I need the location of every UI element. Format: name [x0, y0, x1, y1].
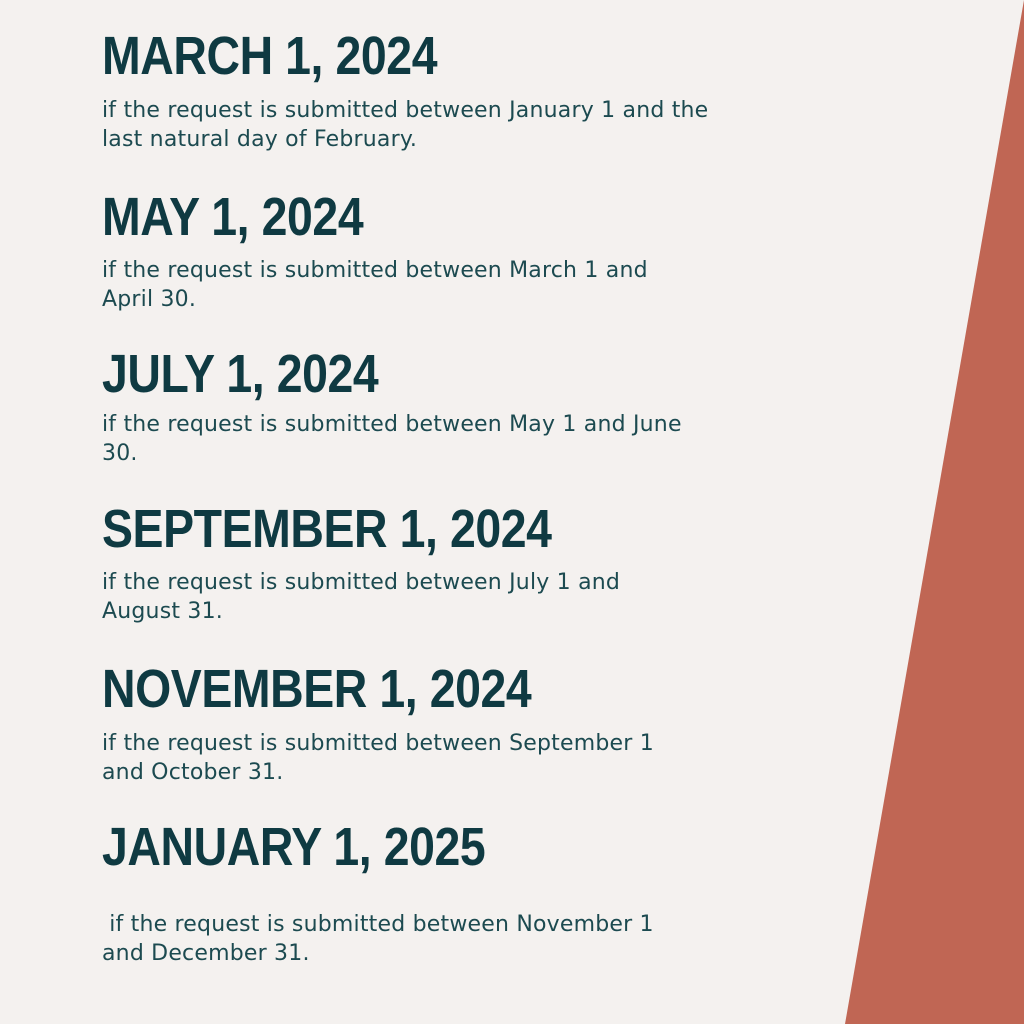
date-description — [102, 96, 762, 154]
description-line: if the request is submitted between May 1 and June — [102, 412, 682, 437]
description-line: 30. — [102, 441, 138, 466]
date-description — [102, 910, 762, 968]
description-line: if the request is submitted between January 1 and the — [102, 98, 709, 123]
description-line: last natural day of February. — [102, 127, 418, 152]
date-heading: JANUARY 1, 2025 — [102, 817, 486, 877]
date-description — [102, 568, 762, 626]
date-description — [102, 729, 762, 787]
description-line: and December 31. — [102, 941, 310, 966]
description-line: if the request is submitted between July 1 and — [102, 570, 621, 595]
description-line: if the request is submitted between November 1 — [102, 912, 654, 937]
date-heading: NOVEMBER 1, 2024 — [102, 659, 532, 719]
date-heading: JULY 1, 2024 — [102, 344, 379, 404]
date-heading: MAY 1, 2024 — [102, 187, 364, 247]
date-heading: SEPTEMBER 1, 2024 — [102, 499, 552, 559]
description-line: April 30. — [102, 287, 197, 312]
date-description — [102, 256, 762, 314]
date-heading: MARCH 1, 2024 — [102, 26, 438, 86]
description-line: if the request is submitted between March 1 and — [102, 258, 648, 283]
description-line: August 31. — [102, 599, 223, 624]
date-description — [102, 410, 762, 468]
description-line: and October 31. — [102, 760, 284, 785]
description-line: if the request is submitted between September 1 — [102, 731, 654, 756]
